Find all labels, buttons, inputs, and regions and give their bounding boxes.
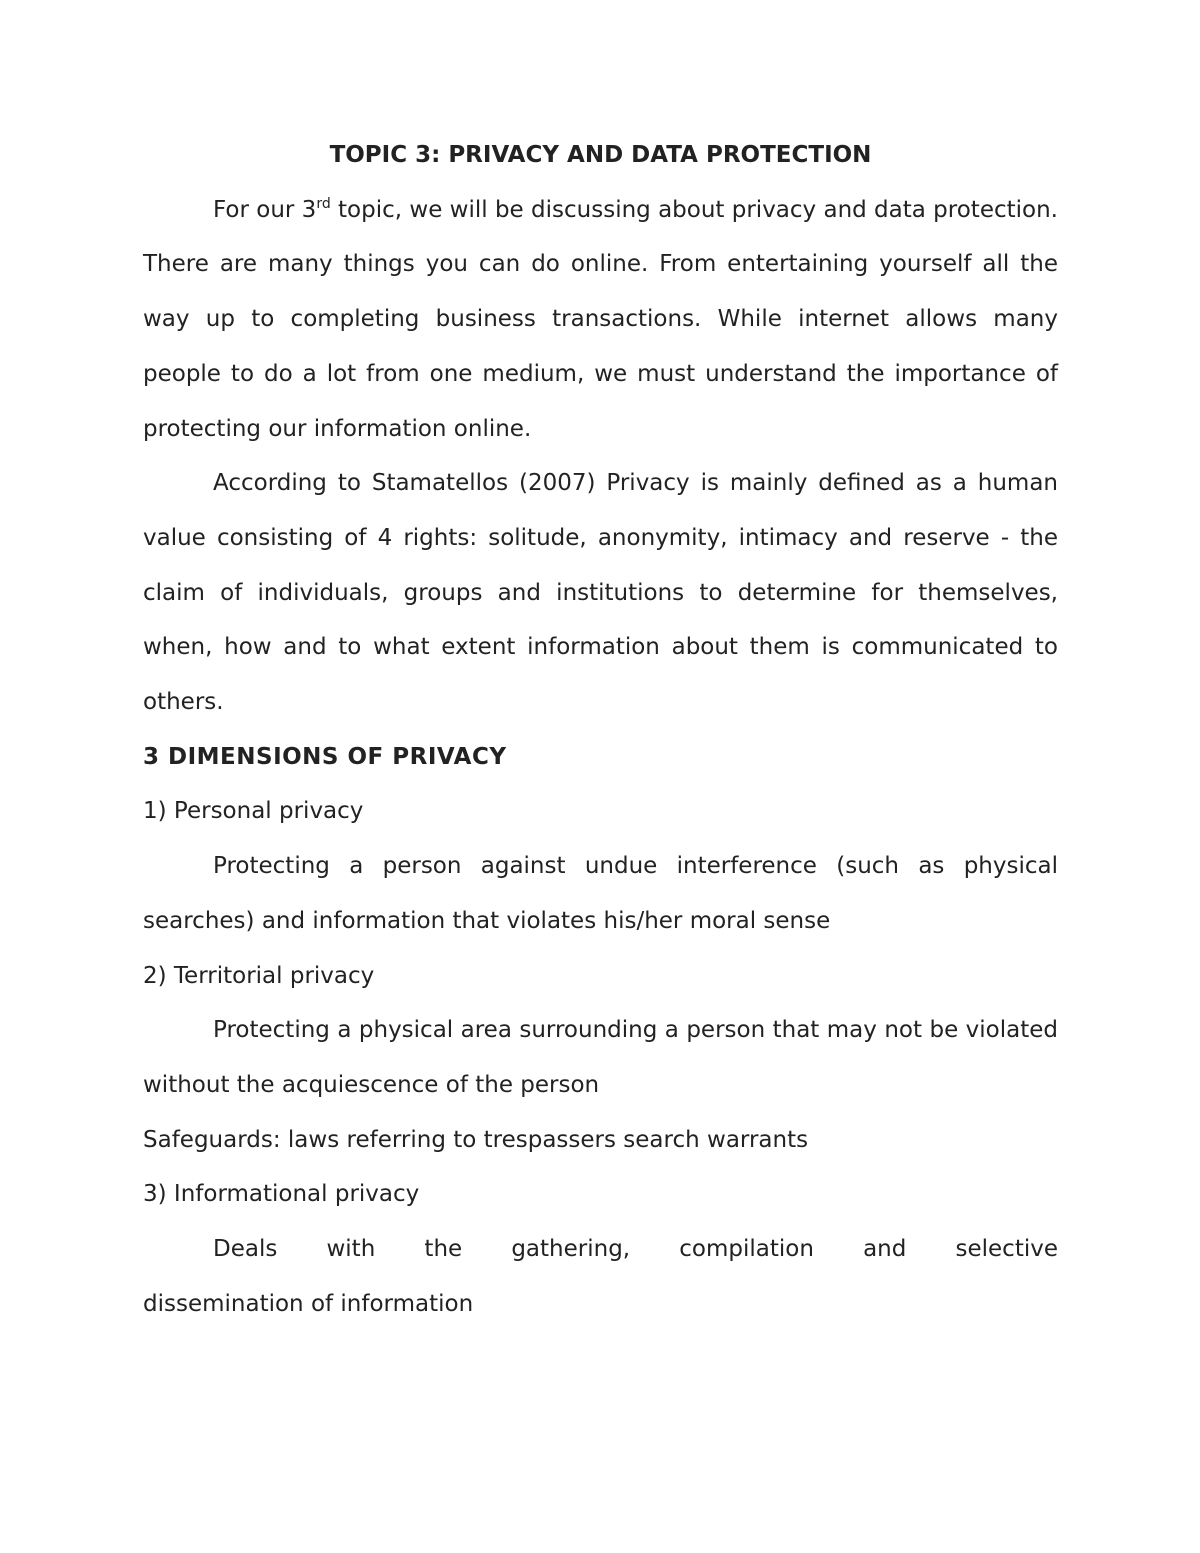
document-page	[143, 128, 1058, 1331]
dimension-informational-label: 3) Informational privacy	[143, 1181, 420, 1208]
intro-text-rest: topic, we will be discussing about privacy and data protection. There are many things you can do online. From entertaining yourself all the way up to completing business transactions. While internet allows many people to do a lot from one medium, we must understand the importance of protecting our information online.	[143, 196, 1058, 442]
dimension-territorial-description: Protecting a physical area surrounding a person that may not be violated without the acquiescence of the person	[143, 1017, 1058, 1098]
intro-text-start: For our 3	[213, 196, 317, 223]
dimension-personal-description: Protecting a person against undue interference (such as physical searches) and information that violates his/her moral sense	[143, 853, 1058, 934]
dimension-territorial-label: 2) Territorial privacy	[143, 962, 375, 989]
dimension-informational-description-line1: Deals with the gathering, compilation and selective	[213, 1236, 1058, 1263]
intro-superscript: rd	[316, 195, 331, 212]
definition-paragraph: According to Stamatellos (2007) Privacy is mainly defined as a human value consisting of 4 rights: solitude, anonymity, intimacy and reserve - the claim of individuals, groups and institutions to determine for themselves, when, how and to what extent information about them is communicated to others.	[143, 470, 1058, 716]
dimension-territorial-safeguards: Safeguards: laws referring to trespassers search warrants	[143, 1126, 809, 1153]
dimension-personal-label: 1) Personal privacy	[143, 798, 364, 825]
document-title: TOPIC 3: PRIVACY AND DATA PROTECTION	[329, 142, 872, 168]
dimensions-heading: 3 DIMENSIONS OF PRIVACY	[143, 743, 507, 770]
dimension-informational-description-line2: dissemination of information	[143, 1290, 474, 1317]
intro-paragraph	[143, 183, 1058, 457]
